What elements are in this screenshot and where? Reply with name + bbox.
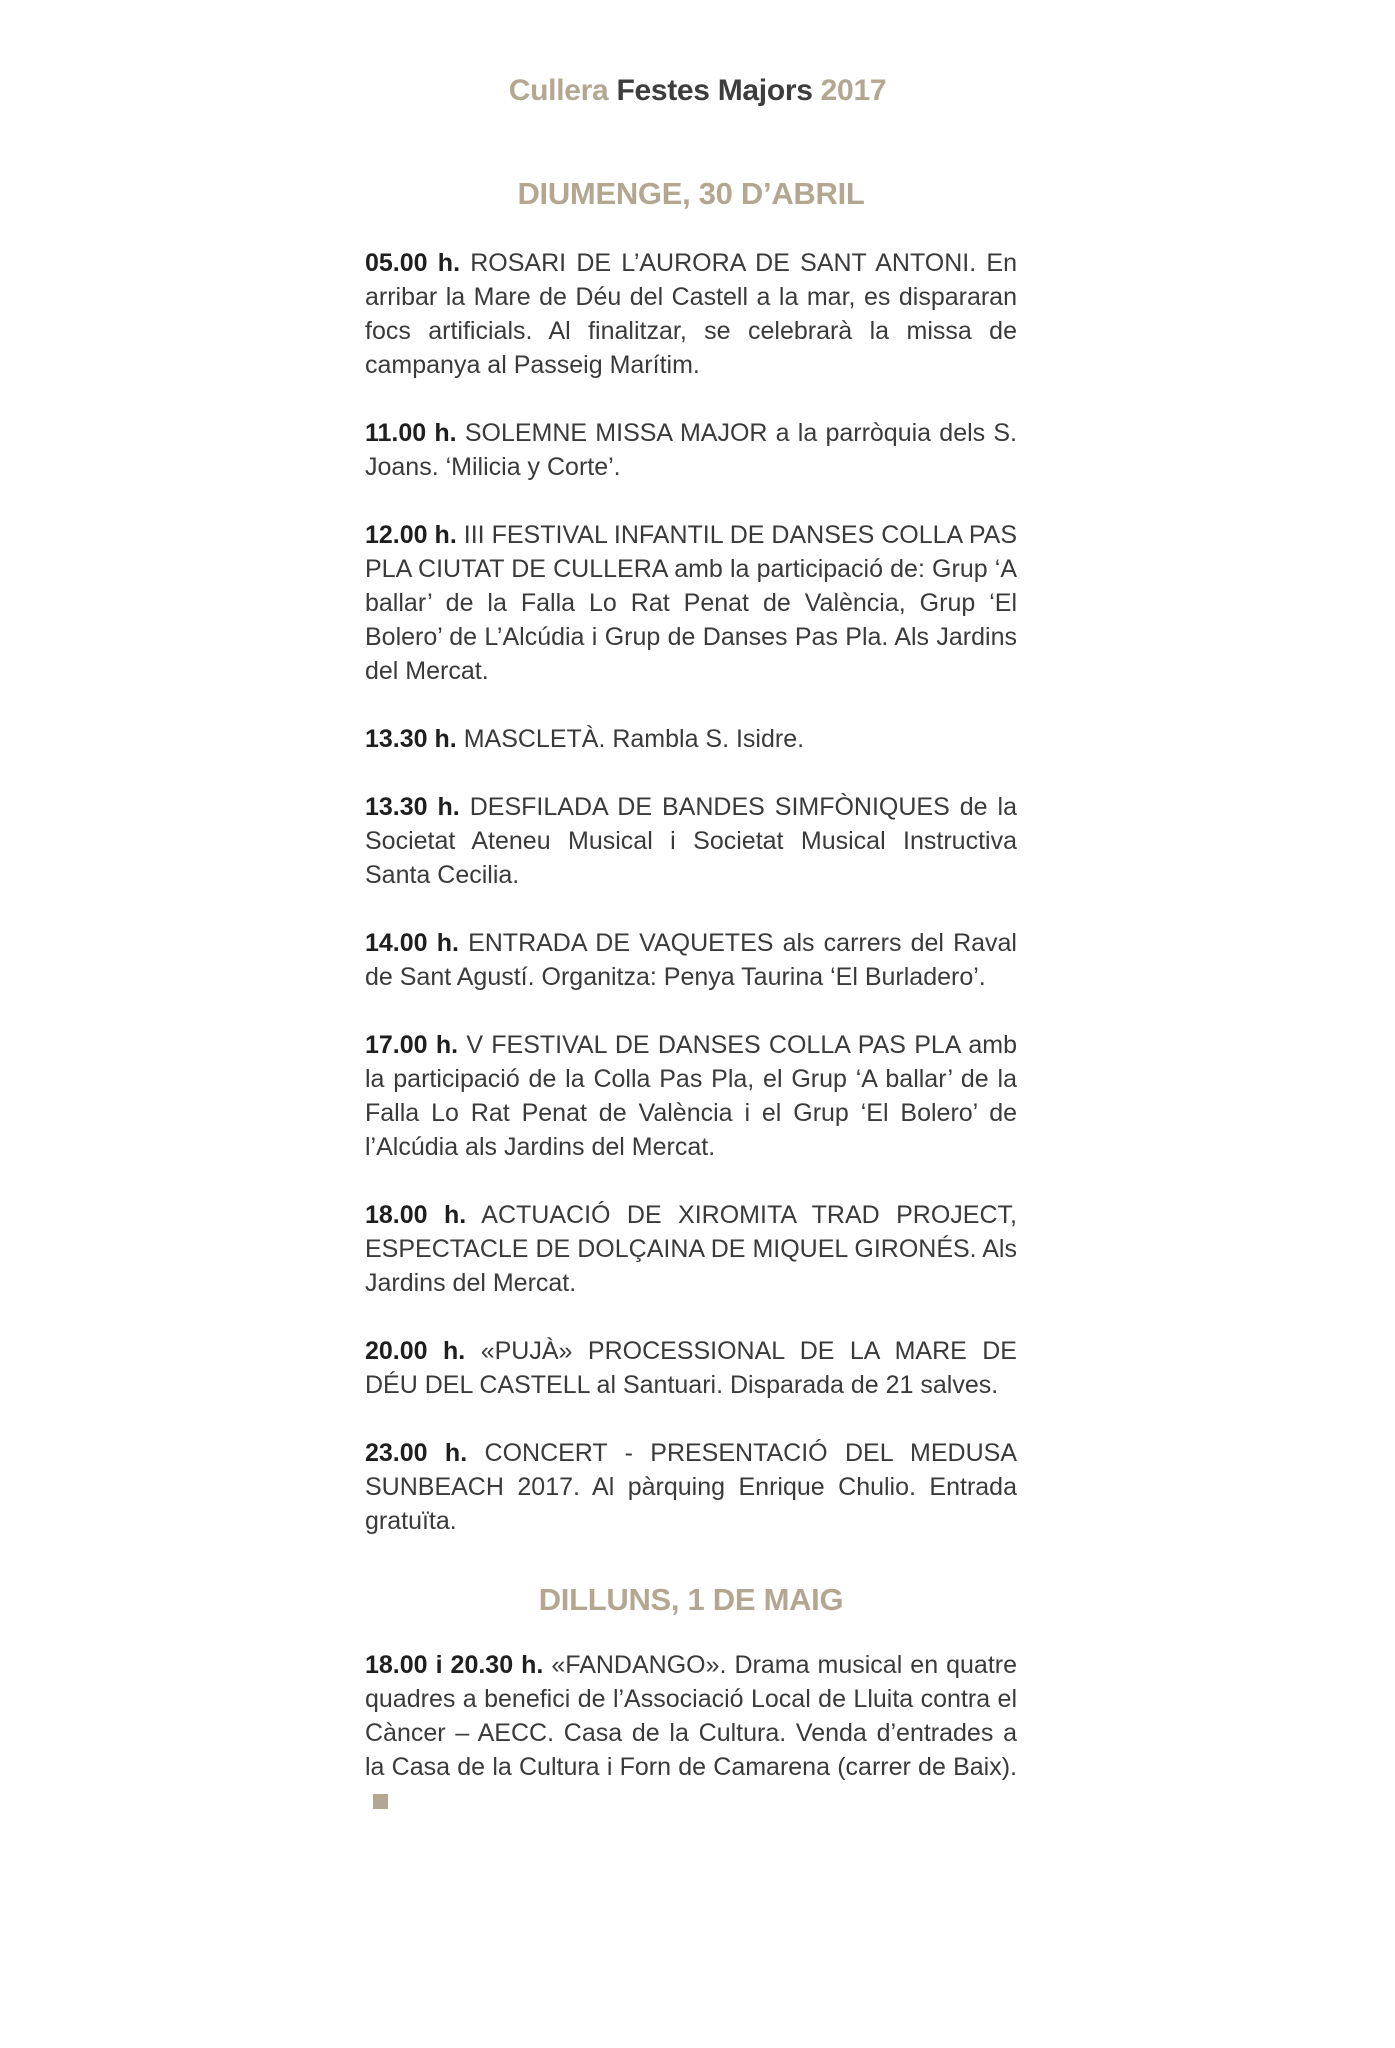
event-time: 17.00 h.: [365, 1031, 459, 1059]
event-item: [365, 246, 1017, 382]
event-time: 13.30 h.: [365, 793, 460, 821]
event-item: [365, 1648, 1017, 1818]
day-heading-sunday: DIUMENGE, 30 D’ABRIL: [517, 176, 865, 211]
event-text: ACTUACIÓ DE XIROMITA TRAD PROJECT, ESPECTACLE DE DOLÇAINA DE MIQUEL GIRONÉS. Als Jardins del Mercat.: [365, 1201, 1017, 1297]
event-time: 11.00 h.: [365, 419, 457, 447]
event-item: [365, 722, 1017, 756]
event-time: 14.00 h.: [365, 929, 459, 957]
header-brand: Cullera: [508, 74, 609, 107]
event-time: 13.30 h.: [365, 725, 457, 753]
page-header: [0, 74, 1395, 108]
end-square-icon: [373, 1794, 388, 1809]
event-text: V FESTIVAL DE DANSES COLLA PAS PLA amb la participació de la Colla Pas Pla, el Grup ‘A ballar’ de la Falla Lo Rat Penat de València i el Grup ‘El Bolero’ de l’Alcúdia als Jardins del Mercat.: [365, 1031, 1017, 1161]
header-title: Festes Majors: [616, 74, 813, 107]
event-item: [365, 926, 1017, 994]
event-text: «FANDANGO». Drama musical en quatre quadres a benefici de l’Associació Local de Lluita contra el Càncer – AECC. Casa de la Cultura. Venda d’entrades a la Casa de la Cultura i Forn de Camarena (carrer de Baix).: [365, 1651, 1018, 1781]
event-item: [365, 790, 1017, 892]
event-item: [365, 1436, 1017, 1538]
event-time: 18.00 h.: [365, 1201, 467, 1229]
day-heading-monday: DILLUNS, 1 DE MAIG: [538, 1582, 844, 1617]
event-time: 20.00 h.: [365, 1337, 466, 1365]
sunday-events: [365, 246, 1017, 1538]
event-item: [365, 518, 1017, 688]
event-text: ROSARI DE L’AURORA DE SANT ANTONI. En arribar la Mare de Déu del Castell a la mar, es dispararan focs artificials. Al finalitzar, se celebrarà la missa de campanya al Passeig Marítim.: [365, 249, 1017, 379]
event-time: 12.00 h.: [365, 521, 457, 549]
event-text: ENTRADA DE VAQUETES als carrers del Raval de Sant Agustí. Organitza: Penya Taurina ‘El Burladero’.: [365, 929, 1017, 991]
event-text: SOLEMNE MISSA MAJOR a la parròquia dels S. Joans. ‘Milicia y Corte’.: [365, 419, 1017, 481]
event-text: DESFILADA DE BANDES SIMFÒNIQUES de la Societat Ateneu Musical i Societat Musical Instructiva Santa Cecilia.: [365, 793, 1017, 889]
header-year: 2017: [820, 74, 887, 107]
event-item: [365, 1028, 1017, 1164]
event-item: [365, 1334, 1017, 1402]
event-time: 05.00 h.: [365, 249, 461, 277]
event-text: MASCLETÀ. Rambla S. Isidre.: [463, 725, 805, 753]
event-item: [365, 1198, 1017, 1300]
event-item: [365, 416, 1017, 484]
monday-events: [365, 1648, 1017, 1818]
event-time: 18.00 i 20.30 h.: [365, 1651, 544, 1679]
program-content: [365, 176, 1017, 1818]
event-text: «PUJÀ» PROCESSIONAL DE LA MARE DE DÉU DEL CASTELL al Santuari. Disparada de 21 salves.: [365, 1337, 1017, 1399]
event-text: CONCERT - PRESENTACIÓ DEL MEDUSA SUNBEACH 2017. Al pàrquing Enrique Chulio. Entrada gratuïta.: [365, 1439, 1017, 1535]
event-text: III FESTIVAL INFANTIL DE DANSES COLLA PAS PLA CIUTAT DE CULLERA amb la participació de: Grup ‘A ballar’ de la Falla Lo Rat Penat de València, Grup ‘El Bolero’ de L’Alcúdia i Grup de Danses Pas Pla. Als Jardins del Mercat.: [365, 521, 1017, 685]
event-time: 23.00 h.: [365, 1439, 468, 1467]
